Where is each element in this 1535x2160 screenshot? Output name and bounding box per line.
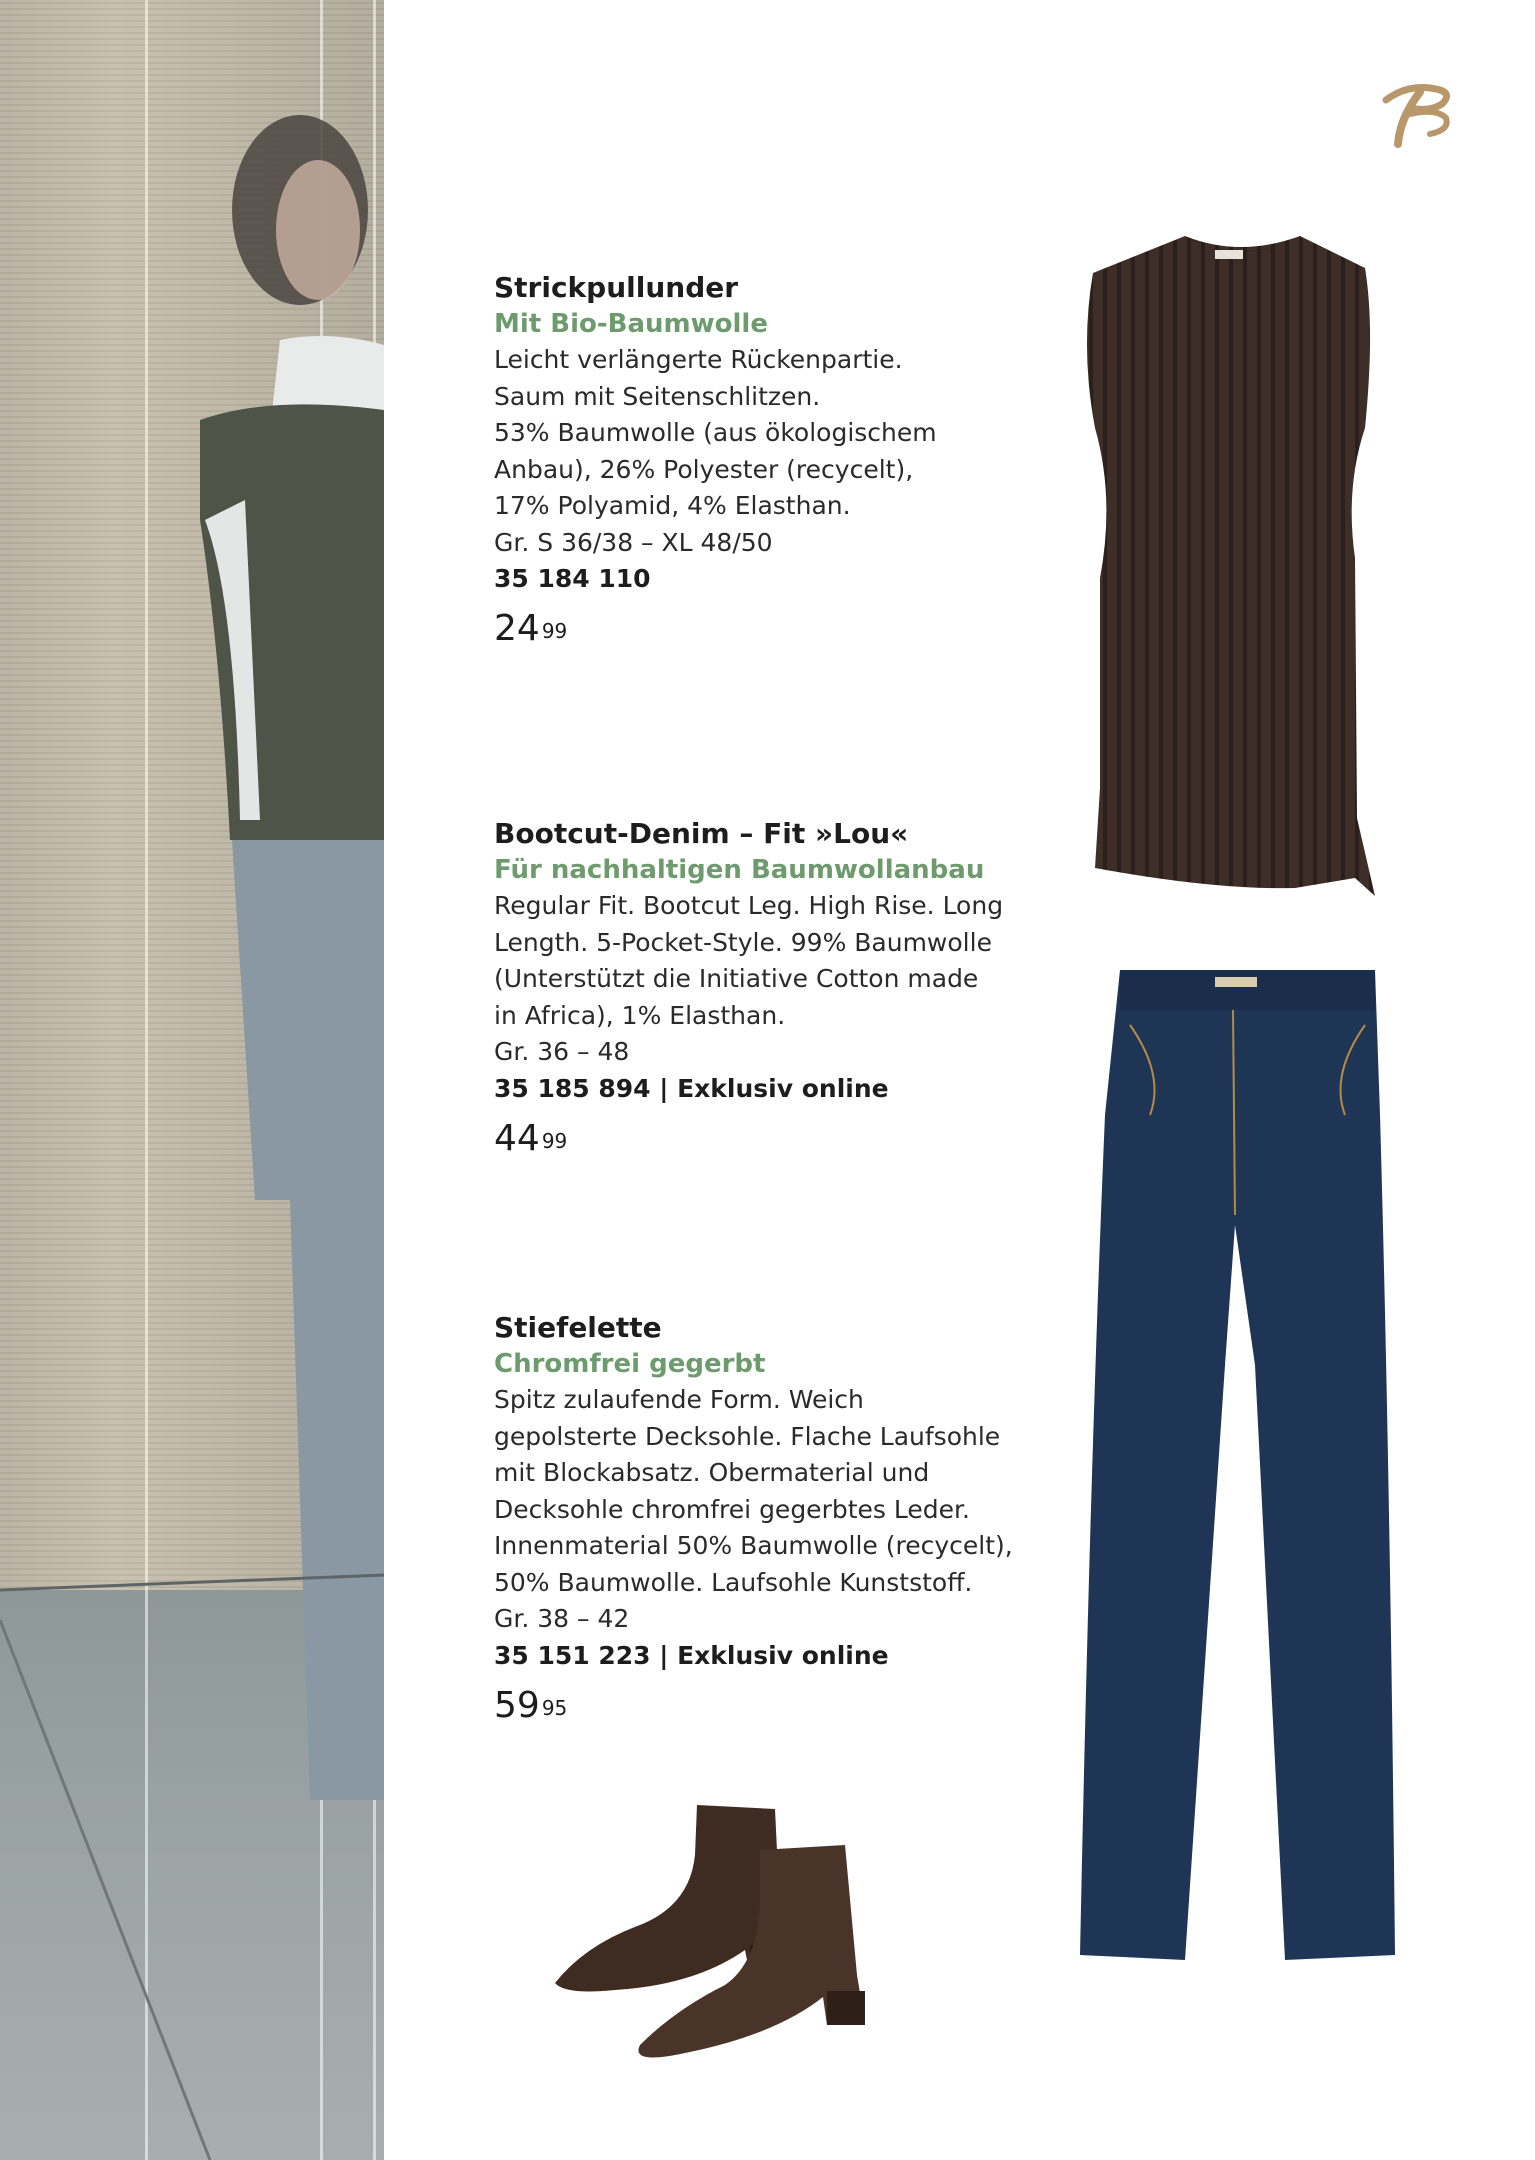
price-cents: 99: [541, 619, 568, 643]
product-description: Leicht verlängerte Rückenpartie. Saum mit Seitenschlitzen. 53% Baumwolle (aus ökologischem Anbau), 26% Polyester (recycelt), 17% Polyamid, 4% Elasthan. Gr. S 36/38 – XL 48/50: [494, 345, 937, 557]
product-subtitle: Mit Bio-Baumwolle: [494, 309, 768, 339]
product-description: Regular Fit. Bootcut Leg. High Rise. Long Length. 5-Pocket-Style. 99% Baumwolle (Unterstützt die Initiative Cotton made in Africa), 1% Elasthan. Gr. 36 – 48: [494, 891, 1004, 1066]
price-main: 44: [494, 1117, 540, 1159]
product-title: Stiefelette: [494, 1311, 662, 1344]
knit-vest-image: [1075, 228, 1405, 898]
article-number: 35 151 223 | Exklusiv online: [494, 1640, 889, 1670]
product-description: Spitz zulaufende Form. Weich gepolsterte Decksohle. Flache Laufsohle mit Blockabsatz. Obermaterial und Decksohle chromfrei gegerbtes Leder. Innenmaterial 50% Baumwolle (recycelt), 50% Baumwolle. Laufsohle Kunststoff. Gr. 38 – 42: [494, 1385, 1013, 1633]
model-photo: [0, 0, 384, 2160]
product-subtitle: Chromfrei gegerbt: [494, 1349, 766, 1379]
product-block-vest: [494, 270, 1054, 649]
price: [494, 1119, 1054, 1159]
jeans-image: [1075, 965, 1405, 1970]
product-block-jeans: [494, 816, 1054, 1159]
product-title: Bootcut-Denim – Fit »Lou«: [494, 817, 909, 850]
article-number: 35 185 894 | Exklusiv online: [494, 1073, 889, 1103]
price-cents: 95: [541, 1695, 568, 1720]
product-title: Strickpullunder: [494, 271, 739, 304]
model-figure: [0, 0, 384, 2160]
price-cents: 99: [541, 1128, 568, 1153]
price-main: 24: [494, 608, 540, 649]
product-block-boots: [494, 1310, 1054, 1726]
article-number: 35 184 110: [494, 564, 651, 593]
price: [494, 1686, 1054, 1726]
tchibo-logo-icon: [1380, 78, 1454, 150]
price: [494, 609, 1054, 649]
ankle-boots-image: [545, 1795, 885, 2070]
product-subtitle: Für nachhaltigen Baumwollanbau: [494, 855, 985, 885]
price-main: 59: [494, 1684, 540, 1726]
